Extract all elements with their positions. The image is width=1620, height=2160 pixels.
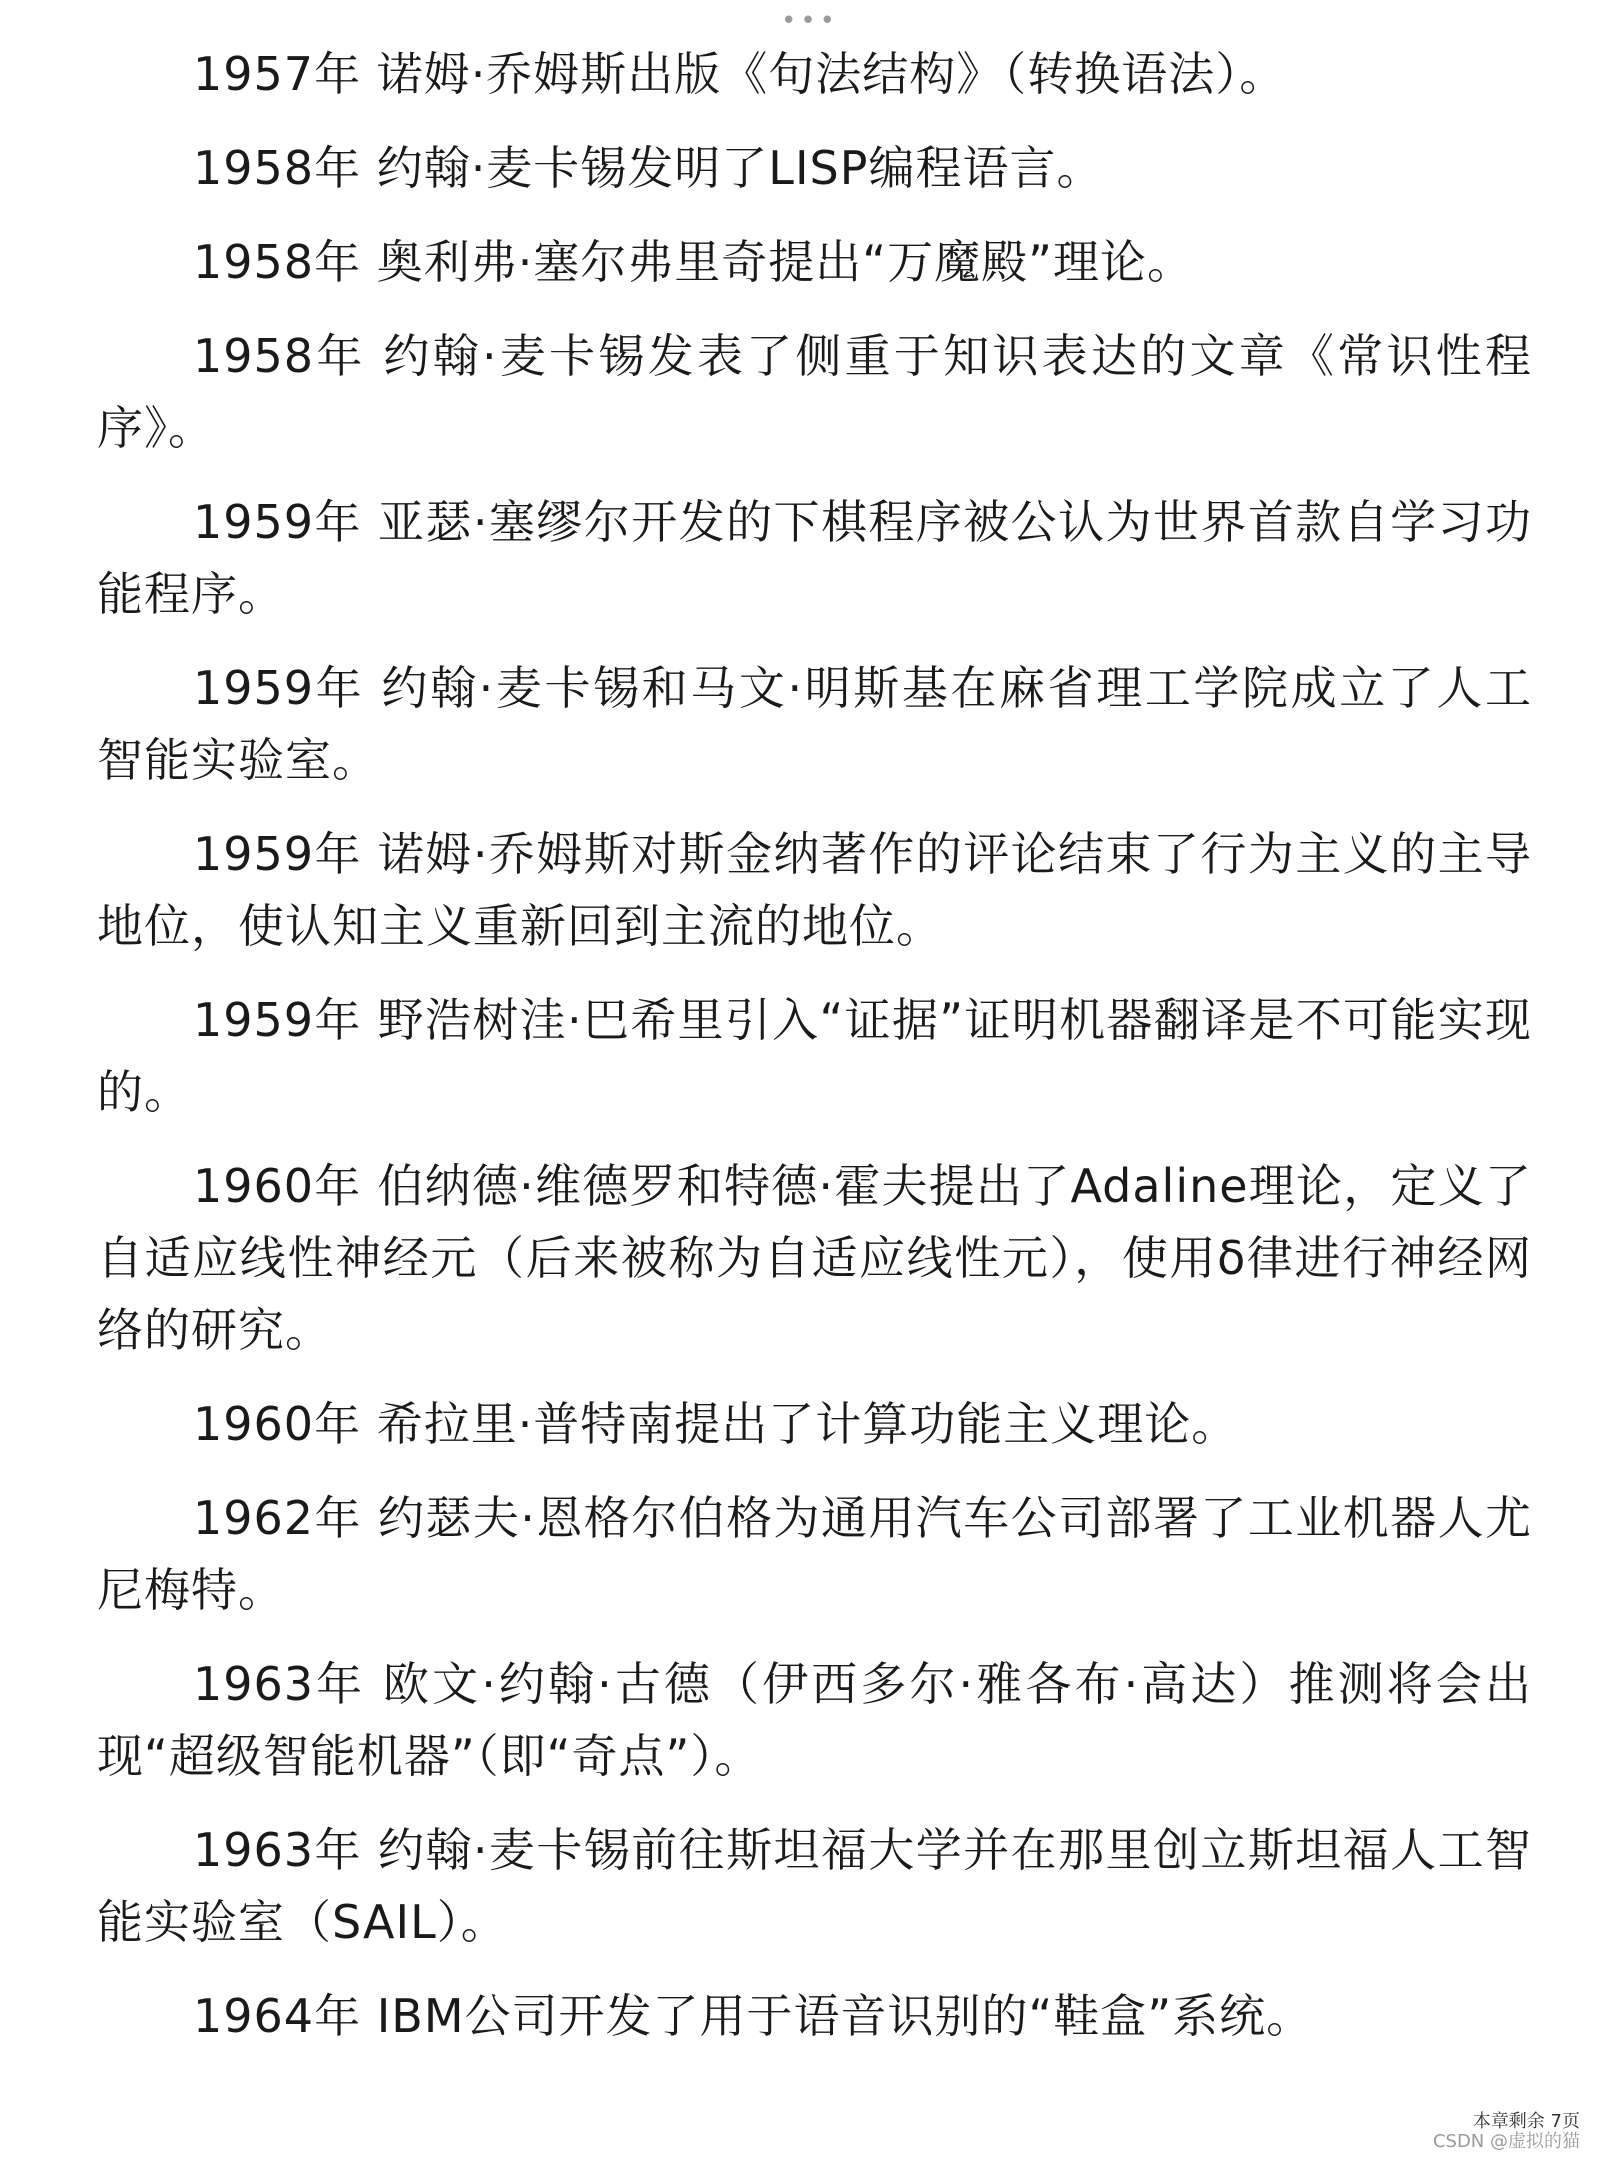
paragraph: 1963年 欧文·约翰·古德（伊西多尔·雅各布·高达）推测将会出现“超级智能机器”（即“奇点”）。 [97, 1657, 1532, 1783]
paragraph: 1958年 约翰·麦卡锡发表了侧重于知识表达的文章《常识性程序》。 [97, 329, 1532, 455]
paragraph: 1959年 诺姆·乔姆斯对斯金纳著作的评论结束了行为主义的主导地位，使认知主义重新回到主流的地位。 [97, 827, 1532, 953]
article-body [97, 38, 1532, 2074]
paragraph: 1959年 亚瑟·塞缪尔开发的下棋程序被公认为世界首款自学习功能程序。 [97, 495, 1532, 621]
page-footer [1433, 2112, 1580, 2152]
paragraph: 1957年 诺姆·乔姆斯出版《句法结构》（转换语法）。 [193, 47, 1287, 101]
paragraph: 1958年 约翰·麦卡锡发明了LISP编程语言。 [193, 141, 1104, 195]
paragraph: 1960年 希拉里·普特南提出了计算功能主义理论。 [193, 1397, 1239, 1451]
paragraph: 1959年 野浩树洼·巴希里引入“证据”证明机器翻译是不可能实现的。 [97, 993, 1532, 1119]
paragraph: 1963年 约翰·麦卡锡前往斯坦福大学并在那里创立斯坦福人工智能实验室（SAIL）。 [97, 1823, 1532, 1949]
more-options-icon[interactable]: ••• [780, 6, 839, 36]
pages-remaining-label: 本章剩余 7页 [1472, 2111, 1580, 2132]
paragraph: 1960年 伯纳德·维德罗和特德·霍夫提出了Adaline理论，定义了自适应线性神经元（后来被称为自适应线性元），使用δ律进行神经网络的研究。 [97, 1159, 1532, 1357]
source-watermark: CSDN @虚拟的猫 [1432, 2131, 1580, 2152]
paragraph: 1959年 约翰·麦卡锡和马文·明斯基在麻省理工学院成立了人工智能实验室。 [97, 661, 1532, 787]
paragraph: 1962年 约瑟夫·恩格尔伯格为通用汽车公司部署了工业机器人尤尼梅特。 [97, 1491, 1532, 1617]
paragraph: 1958年 奥利弗·塞尔弗里奇提出“万魔殿”理论。 [193, 235, 1194, 289]
paragraph: 1964年 IBM公司开发了用于语音识别的“鞋盒”系统。 [193, 1989, 1314, 2043]
